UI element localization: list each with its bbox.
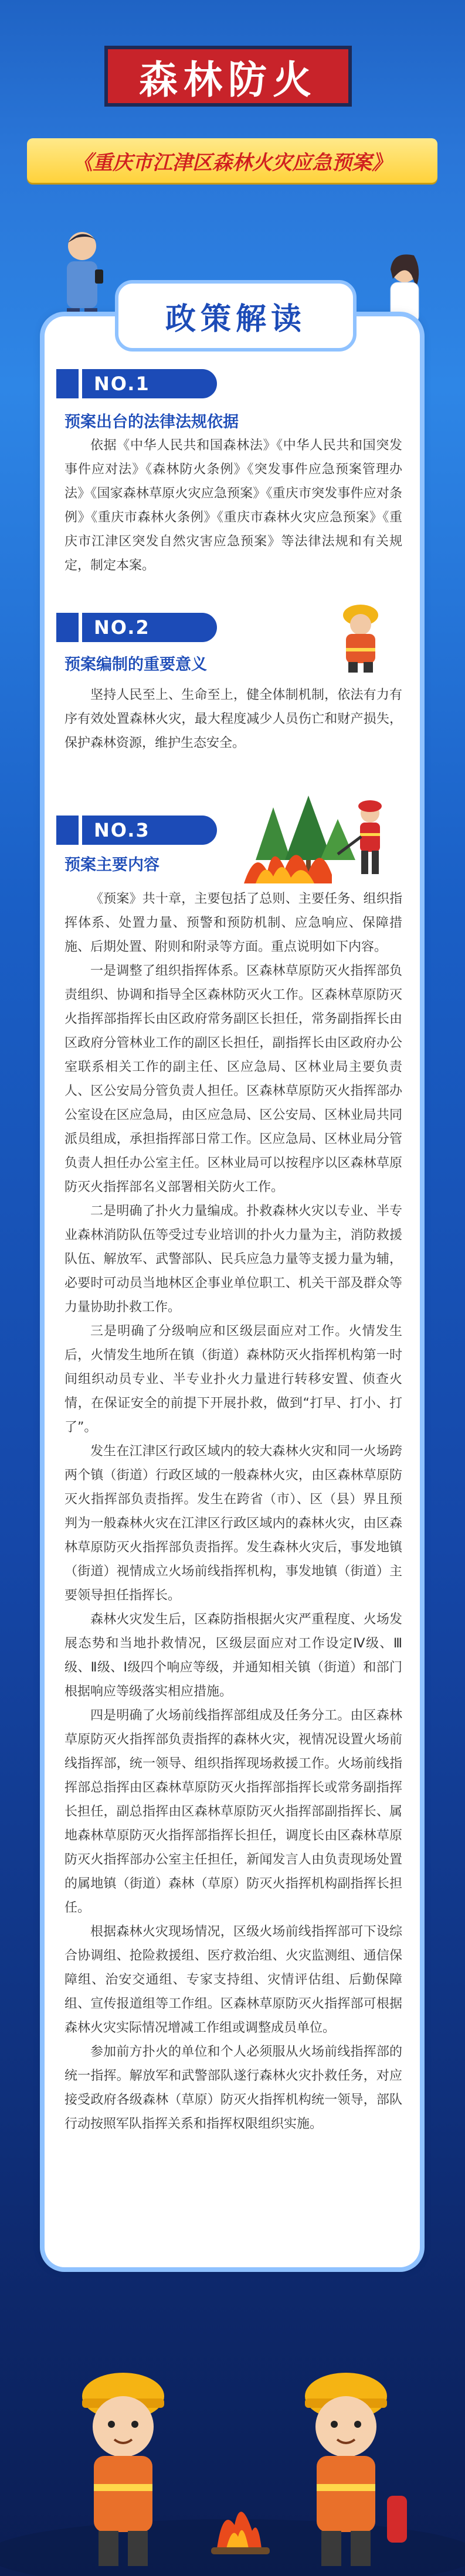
paragraph: 坚持人民至上、生命至上，健全体制机制，依法有力有序有效处置森林火灾，最大程度减少人员伤亡和财产损失，保护森林资源，维护生态安全。 xyxy=(65,688,402,750)
firefighter-illustration xyxy=(328,599,393,675)
section-2-title: 预案编制的重要意义 xyxy=(65,656,207,674)
paragraph: 根据森林火灾现场情况，区级火场前线指挥部可下设综合协调组、抢险救援组、医疗救治组、火灾监测组、通信保障组、治安交通组、专家支持组、灾情评估组、后勤保障组、宣传报道组等工作组。区森林草原防灭火指挥部可根据森林火灾实际情况增减工作组或调整成员单位。 xyxy=(65,1925,402,2035)
paragraph: 依据《中华人民共和国森林法》《中华人民共和国突发事件应对法》《森林防火条例》《突发事件应急预案管理办法》《国家森林草原火灾应急预案》《重庆市突发事件应对条例》《重庆市森林火条例》《重庆市森林火灾应急预案》《重庆市江津区突发自然灾害应急预案》等法律法规和有关规定，制定本案。 xyxy=(65,438,402,573)
section-2-body xyxy=(65,683,402,755)
section-2-number-tab xyxy=(56,613,232,642)
section-3-number-tab xyxy=(56,816,232,845)
paragraph: 《预案》共十章，主要包括了总则、主要任务、组织指挥体系、处置力量、预警和预防机制、应急响应、保障措施、后期处置、附则和附录等方面。重点说明如下内容。 xyxy=(65,892,402,954)
section-1-title: 预案出台的法律法规依据 xyxy=(65,413,239,431)
page-title: 森林防火 xyxy=(104,46,352,107)
plan-title-banner: 《重庆市江津区森林火灾应急预案》 xyxy=(27,138,437,183)
paragraph: 三是明确了分级响应和区级层面应对工作。火情发生后，火情发生地所在镇（街道）森林防灭火指挥机构第一时间组织动员专业、半专业扑火力量进行转移安置、侦查火情，在保证安全的前提下开展扑救，做到“打早、打小、打了”。 xyxy=(65,1324,402,1435)
paragraph: 发生在江津区行政区域内的较大森林火灾和同一火场跨两个镇（街道）行政区域的一般森林火灾，由区森林草原防灭火指挥部负责指挥。发生在跨省（市）、区（县）界且预判为一般森林火灾在江津区行政区域内的森林火灾，由区森林草原防灭火指挥部负责指挥。发生森林火灾后，事发地镇（街道）视情成立火场前线指挥机构，事发地镇（街道）主要领导担任指挥长。 xyxy=(65,1444,402,1603)
section-3-title: 预案主要内容 xyxy=(65,856,159,874)
section-1-number: NO.1 xyxy=(82,369,217,398)
paragraph: 二是明确了扑火力量编成。扑救森林火灾以专业、半专业森林消防队伍等受过专业培训的扑火力量为主，消防救援队伍、解放军、武警部队、民兵应急力量等支援力量为辅，必要时可动员当地林区企事业单位职工、机关干部及群众等力量协助扑救工作。 xyxy=(65,1204,402,1315)
paragraph: 森林火灾发生后，区森防指根据火灾严重程度、火场发展态势和当地扑救情况，区级层面应对工作设定Ⅳ级、Ⅲ级、Ⅱ级、Ⅰ级四个响应等级，并通知相关镇（街道）和部门根据响应等级落实相应措施。 xyxy=(65,1612,402,1699)
section-2-number: NO.2 xyxy=(82,613,217,642)
bottom-firefighters-scene xyxy=(0,2273,465,2576)
paragraph: 参加前方扑火的单位和个人必须服从火场前线指挥部的统一指挥。解放军和武警部队遂行森林火灾扑救任务，对应接受政府各级森林（草原）防灭火指挥机构统一领导，部队行动按照军队指挥关系和指挥权限组织实施。 xyxy=(65,2045,402,2131)
paragraph: 一是调整了组织指挥体系。区森林草原防灭火指挥部负责组织、协调和指导全区森林防灭火工作。区森林草原防灭火指挥部指挥长由区政府常务副区长担任，常务副指挥长由区政府分管林业工作的副区长担任，副指挥长由区政府办公室联系相关工作的副主任、区应急局、区林业局主要负责人、区公安局分管负责人担任。区森林草原防灭火指挥部办公室设在区应急局，由区应急局、区公安局、区林业局共同派员组成，承担指挥部日常工作。区应急局、区林业局分管负责人担任办公室主任。区林业局可以按程序以区森林草原防灭火指挥部名义部署相关防火工作。 xyxy=(65,964,402,1195)
section-1-number-tab xyxy=(56,369,232,398)
forest-fire-illustration xyxy=(232,772,396,889)
policy-interpretation-heading: 政策解读 xyxy=(115,280,357,352)
section-1-body xyxy=(65,434,402,578)
paragraph: 四是明确了火场前线指挥部组成及任务分工。由区森林草原防灭火指挥部负责指挥的森林火灾，视情况设置火场前线指挥部，统一领导、组织指挥现场救援工作。火场前线指挥部总指挥由区森林草原防灭火指挥部指挥长或常务副指挥长担任，副总指挥由区森林草原防灭火指挥部副指挥长、属地森林草原防灭火指挥部指挥长担任，调度长由区森林草原防灭火指挥部办公室主任担任，新闻发言人由负责现场处置的属地镇（街道）森林（草原）防灭火指挥机构副指挥长担任。 xyxy=(65,1708,402,1915)
section-3-number: NO.3 xyxy=(82,816,217,845)
section-3-body xyxy=(65,887,402,2136)
